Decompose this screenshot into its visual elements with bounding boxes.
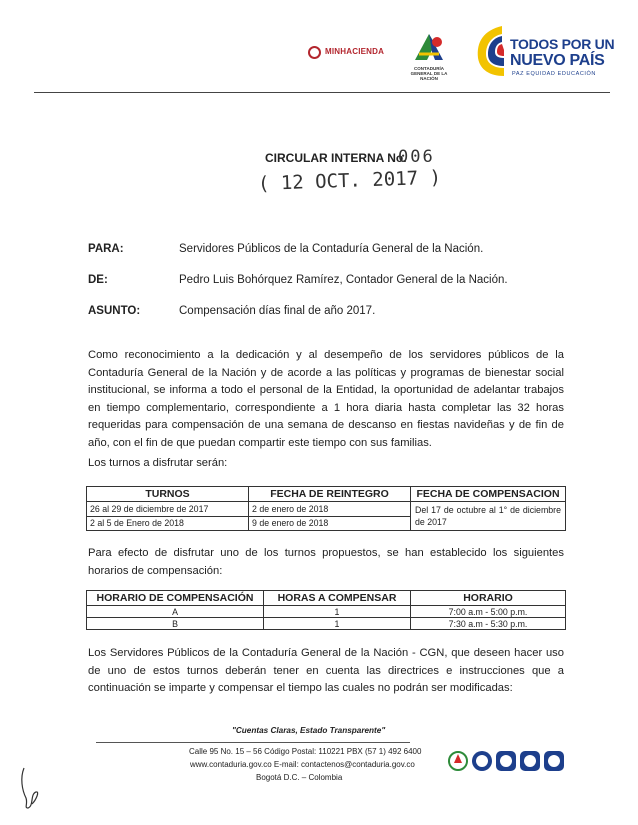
body-paragraph-3: Para efecto de disfrutar uno de los turnos propuestos, se han establecido los siguientes horarios de compensación: — [88, 547, 564, 577]
handwritten-initials-icon — [16, 764, 44, 812]
table-cell: 2 de enero de 2018 — [249, 502, 411, 517]
circular-number: 006 — [398, 147, 435, 167]
flag-swoosh-icon — [472, 22, 510, 80]
minhacienda-logo — [308, 44, 398, 62]
minhacienda-logo-text: MINHACIENDA — [325, 47, 385, 56]
todos-por-un-nuevo-pais-logo — [472, 22, 615, 80]
cgn-logo-text: CONTADURÍA — [414, 66, 444, 71]
table-cell: 1 — [264, 618, 411, 630]
field-value-asunto: Compensación días final de año 2017. — [179, 305, 376, 317]
table-header-row — [87, 487, 566, 502]
cgn-logo-subtext: GENERAL DE LA NACIÓN — [410, 71, 448, 81]
footer-web-email: www.contaduria.gov.co E-mail: contactenos@contaduria.gov.co — [190, 760, 415, 769]
table-header: TURNOS — [87, 487, 249, 502]
table-cell: A — [87, 606, 264, 618]
table-row — [87, 502, 566, 517]
table-header: FECHA DE REINTEGRO — [249, 487, 411, 502]
table-header: HORAS A COMPENSAR — [264, 591, 411, 606]
footer-slogan: "Cuentas Claras, Estado Transparente" — [232, 726, 386, 735]
footer-address: Calle 95 No. 15 – 56 Código Postal: 110221 PBX (57 1) 492 6400 — [189, 747, 422, 756]
body-paragraph-4: Los Servidores Públicos de la Contaduría General de la Nación - CGN, que deseen hacer uso de uno de estos turnos deberán tener en cuenta las directrices e instrucciones que a continuación se imparte y compensar el tiempo las cuales no podrán ser modificadas: — [88, 647, 564, 694]
shield-icon — [308, 46, 321, 59]
table-header-row — [87, 591, 566, 606]
slogan-line2: NUEVO PAÍS — [510, 52, 605, 69]
body-paragraph-2: Los turnos a disfrutar serán: — [88, 457, 228, 469]
certification-icons — [448, 748, 576, 774]
table-cell: B — [87, 618, 264, 630]
slogan-line3: PAZ EQUIDAD EDUCACIÓN — [512, 71, 597, 77]
horarios-table — [86, 590, 566, 630]
cgn-emblem-icon — [405, 30, 453, 66]
field-value-para: Servidores Públicos de la Contaduría General de la Nación. — [179, 243, 484, 255]
field-label-de: DE: — [88, 274, 108, 286]
table-cell-compensation-date: Del 17 de octubre al 1° de diciembre de 2017 — [411, 502, 566, 531]
body-paragraph-1: Como reconocimiento a la dedicación y al desempeño de los servidores públicos de la Contaduría General de la Nación y de acorde a las políticas y programas de bienestar social institucional, se informa a todo el personal de la Entidad, la oportunidad de adelantar trabajos en tiempo complementario, correspondiente a 1 hora diaria hasta completar las 32 horas requeridas para compensación de una semana de descanso en fiestas navideñas y de fin de año, con el fin de que puedan compartir este tiempo con sus familias. — [88, 349, 564, 449]
table-header: FECHA DE COMPENSACION — [411, 487, 566, 502]
footer-city: Bogotá D.C. – Colombia — [256, 773, 343, 782]
field-value-de: Pedro Luis Bohórquez Ramírez, Contador General de la Nación. — [179, 274, 508, 286]
table-row — [87, 618, 566, 630]
table-cell: 26 al 29 de diciembre de 2017 — [87, 502, 249, 517]
table-cell: 1 — [264, 606, 411, 618]
table-cell: 7:00 a.m - 5:00 p.m. — [411, 606, 566, 618]
header-divider — [34, 92, 610, 93]
cgn-logo — [405, 30, 453, 81]
certification-badges — [448, 748, 576, 774]
circular-date-stamp: ( 12 OCT. 2017 ) — [257, 166, 442, 195]
table-header: HORARIO DE COMPENSACIÓN — [87, 591, 264, 606]
circular-label: CIRCULAR INTERNA No. — [265, 151, 407, 165]
slogan-line1: TODOS POR UN — [510, 36, 615, 52]
footer-divider — [96, 742, 410, 743]
field-label-para: PARA: — [88, 243, 124, 255]
table-cell: 2 al 5 de Enero de 2018 — [87, 516, 249, 531]
table-cell: 7:30 a.m - 5:30 p.m. — [411, 618, 566, 630]
table-cell: 9 de enero de 2018 — [249, 516, 411, 531]
table-row — [87, 606, 566, 618]
field-label-asunto: ASUNTO: — [88, 305, 141, 317]
turnos-table — [86, 486, 566, 531]
table-header: HORARIO — [411, 591, 566, 606]
